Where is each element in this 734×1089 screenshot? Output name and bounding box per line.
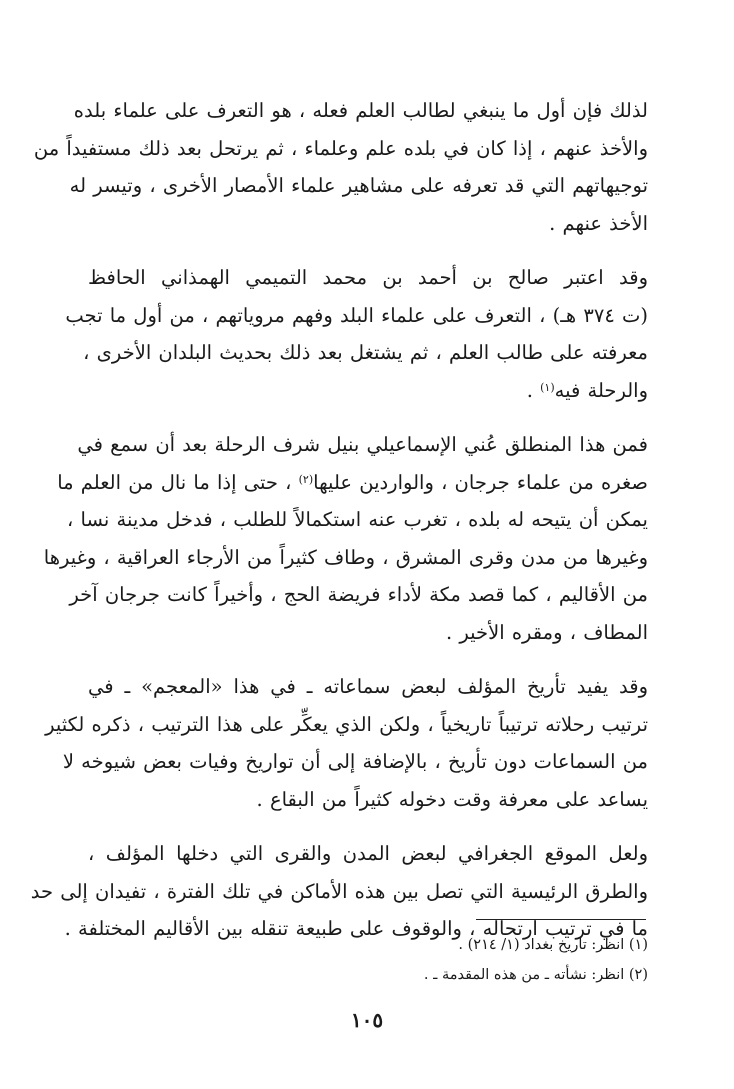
text-line: ترتيب رحلاته ترتيباً تاريخياً ، ولكن الذي يعكِّر على هذا الترتيب ، ذكره لكثير (45, 712, 648, 736)
paragraph-3 (43, 426, 648, 651)
text-line: الأخذ عنهم . (549, 211, 648, 235)
text-line: فمن هذا المنطلق عُني الإسماعيلي بنيل شرف الرحلة بعد أن سمع في (77, 433, 648, 456)
text-line: وغيرها من مدن وقرى المشرق ، وطاف كثيراً من الأرجاء العراقية ، وغيرها (43, 545, 648, 569)
text-line: والطرق الرئيسية التي تصل بين هذه الأماكن في تلك الفترة ، تفيدان إلى حد (30, 879, 648, 903)
footnotes (360, 930, 648, 990)
paragraph-4 (45, 668, 648, 818)
text-line: من السماعات دون تأريخ ، بالإضافة إلى أن تواريخ وفيات بعض شيوخه لا (62, 750, 648, 773)
text-line: يمكن أن يتيحه له بلده ، تغرب عنه استكمالاً للطلب ، فدخل مدينة نسا ، (67, 508, 648, 531)
footnote-2: (٢) انظر: نشأته ـ من هذه المقدمة ـ . (423, 967, 648, 983)
text-line: (ت ٣٧٤ هـ) ، التعرف على علماء البلد وفهم مروياتهم ، من أول ما تجب (65, 303, 648, 327)
footnote-ref-2[interactable]: (٢) (298, 472, 314, 486)
text-line: توجيهاتهم التي قد تعرفه على مشاهير علماء الأمصار الأخرى ، وتيسر له (69, 174, 648, 197)
footnote-1: (١) انظر: تاريخ بغداد (١/ ٢١٤) . (458, 937, 648, 953)
text-line: والأخذ عنهم ، إذا كان في بلده علم وعلماء ، ثم يرتحل بعد ذلك مستفيداً من (33, 136, 648, 160)
text-fragment: صغره من علماء جرجان ، والواردين عليها (313, 470, 648, 494)
text-line: المطاف ، ومقره الأخير . (445, 620, 648, 644)
footnote-ref-1[interactable]: (١) (540, 380, 555, 394)
text-line: ما في ترتيب ارتحاله ، والوقوف على طبيعة تنقله بين الأقاليم المختلفة . (64, 917, 648, 940)
text-fragment: والرحلة فيه (554, 378, 648, 402)
footnote-divider (476, 919, 646, 920)
text-fragment: ، حتى إذا ما نال من العلم ما (57, 470, 299, 494)
page-number: ١٠٥ (350, 1008, 384, 1032)
text-line: معرفته على طالب العلم ، ثم يشتغل بعد ذلك بحديث البلدان الأخرى ، (83, 341, 648, 364)
main-text (30, 92, 648, 965)
text-line (88, 372, 648, 410)
text-line: وقد اعتبر صالح بن أحمد بن محمد التميمي الهمذاني الحافظ (88, 266, 648, 289)
paragraph-2 (65, 259, 648, 409)
text-line: وقد يفيد تأريخ المؤلف لبعض سماعاته ـ في هذا «المعجم» ـ في (88, 675, 648, 698)
text-line: لذلك فإن أول ما ينبغي لطالب العلم فعله ، هو التعرف على علماء بلده (73, 99, 648, 122)
text-line: يساعد على معرفة وقت دخوله كثيراً من البقاع . (256, 787, 648, 811)
paragraph-1 (33, 92, 648, 242)
text-fragment: . (526, 378, 541, 402)
text-line: من الأقاليم ، كما قصد مكة لأداء فريضة الحج ، وأخيراً كانت جرجان آخر (69, 583, 648, 606)
text-line: ولعل الموقع الجغرافي لبعض المدن والقرى التي دخلها المؤلف ، (88, 842, 648, 865)
text-line (57, 464, 648, 502)
